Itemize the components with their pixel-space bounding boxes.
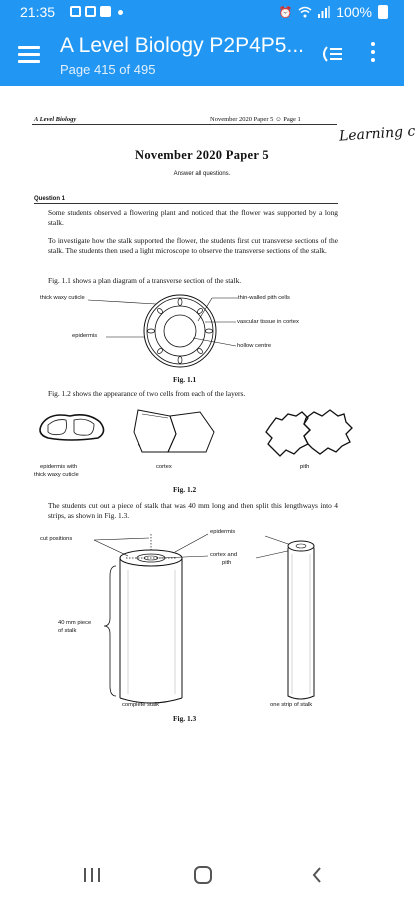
recent-apps-icon[interactable] xyxy=(84,868,100,882)
question-rule xyxy=(34,203,338,204)
app-bar xyxy=(0,26,404,86)
signal-icon xyxy=(318,6,330,18)
pdf-page[interactable] xyxy=(0,86,416,848)
label-cortex: cortex xyxy=(156,464,172,470)
label-pith: pith xyxy=(300,464,310,470)
page-indicator: Page 415 of 495 xyxy=(60,62,156,77)
paragraph-5: The students cut out a piece of stalk that was 40 mm long and then split this lengthways into 4 strips, as shown in Fig. 1.3. xyxy=(48,501,338,520)
document-title: A Level Biology P2P4P5... xyxy=(60,34,304,57)
paragraph-3: Fig. 1.1 shows a plan diagram of a transverse section of the stalk. xyxy=(48,276,242,285)
system-nav-bar xyxy=(0,848,404,900)
top-bar xyxy=(0,0,404,86)
header-rule xyxy=(32,124,337,125)
caption-fig-1-3: Fig. 1.3 xyxy=(173,714,197,723)
page-header-left: A Level Biology xyxy=(34,116,77,123)
paragraph-4: Fig. 1.2 shows the appearance of two cells from each of the layers. xyxy=(48,389,246,398)
back-icon[interactable] xyxy=(312,867,322,883)
label-thin-walled-pith: thin-walled pith cells xyxy=(238,295,290,301)
home-icon[interactable] xyxy=(194,866,212,884)
label-one-strip: one strip of stalk xyxy=(270,702,313,708)
menu-icon[interactable] xyxy=(18,46,40,62)
status-right xyxy=(278,4,388,20)
label-epidermis-with: epidermis with xyxy=(40,464,78,470)
image-notification-icon xyxy=(70,6,81,17)
table-of-contents-icon[interactable] xyxy=(320,44,344,64)
label-thick-waxy-cuticle: thick waxy cuticle xyxy=(40,295,85,301)
caption-fig-1-1: Fig. 1.1 xyxy=(173,375,197,384)
paper-title: November 2020 Paper 5 xyxy=(135,148,269,162)
label-vascular-tissue: vascular tissue in cortex xyxy=(237,319,299,325)
instruction-text: Answer all questions. xyxy=(173,171,231,177)
battery-percent: 100% xyxy=(336,4,372,20)
video-notification-icon xyxy=(100,6,111,17)
status-bar xyxy=(0,0,404,26)
label-hollow-centre: hollow centre xyxy=(237,343,272,349)
question-label: Question 1 xyxy=(34,196,66,202)
figure-1-3-diagram xyxy=(30,526,360,711)
alarm-icon: ⏰ xyxy=(278,6,293,19)
more-notifications-icon xyxy=(118,10,123,15)
label-cortex-and: cortex and xyxy=(210,552,238,558)
label-thick-waxy-cuticle-2: thick waxy cuticle xyxy=(34,472,79,478)
message-notification-icon xyxy=(85,6,96,17)
paragraph-1: Some students observed a flowering plant and noticed that the flower was supported by a long stalk. xyxy=(48,208,338,227)
figure-1-2-diagram xyxy=(30,404,360,464)
label-epidermis-fig13: epidermis xyxy=(210,529,236,535)
label-cut-positions: cut positions xyxy=(40,536,73,542)
publisher-logo: Learning c xyxy=(338,123,416,145)
paragraph-2: To investigate how the stalk supported the flower, the students first cut transverse sections of the stalk. The students then used a light microscope to observe the transverse sections of the stalk. xyxy=(48,236,338,255)
page-header-right: November 2020 Paper 5 ☺ Page 1 xyxy=(210,116,301,123)
label-of-stalk: of stalk xyxy=(58,628,77,634)
battery-icon xyxy=(378,5,388,19)
label-pith-fig13: pith xyxy=(222,560,232,566)
label-epidermis-fig11: epidermis xyxy=(72,333,98,339)
label-complete-stalk: complete stalk xyxy=(122,702,160,708)
label-40mm-piece: 40 mm piece xyxy=(58,620,92,626)
more-options-icon[interactable] xyxy=(368,42,378,66)
notification-icons xyxy=(70,6,123,17)
caption-fig-1-2: Fig. 1.2 xyxy=(173,485,197,494)
status-time: 21:35 xyxy=(20,4,56,20)
wifi-icon xyxy=(298,6,312,18)
